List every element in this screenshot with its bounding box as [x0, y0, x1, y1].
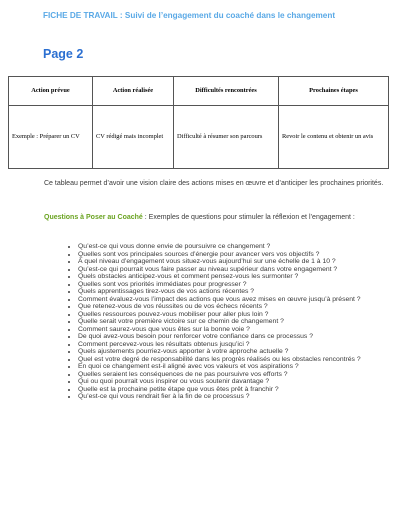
list-item: • En quoi ce changement est-il aligné avec vos valeurs et vos aspirations ?: [78, 363, 374, 371]
column-header-action-prevue: Action prévue: [9, 77, 93, 106]
list-item: • Comment percevez-vous les résultats obtenus jusqu’ici ?: [78, 341, 374, 349]
table-cell: CV rédigé mais incomplet: [93, 106, 174, 169]
questions-list: [62, 243, 374, 401]
table-cell: Exemple : Préparer un CV: [9, 106, 93, 169]
list-item: • Comment évaluez-vous l’impact des actions que vous avez mises en œuvre jusqu’à présent ?: [78, 296, 374, 304]
list-item: • Quelle est la prochaine petite étape que vous êtes prêt à franchir ?: [78, 386, 374, 394]
table-header-row: [9, 77, 389, 106]
column-header-prochaines-etapes: Prochaines étapes: [279, 77, 389, 106]
actions-table: [8, 76, 389, 169]
column-header-action-realisee: Action réalisée: [93, 77, 174, 106]
list-item: • Quelles sont vos priorités immédiates pour progresser ?: [78, 281, 374, 289]
table-cell: Difficulté à résumer son parcours: [174, 106, 279, 169]
list-item: • De quoi avez-vous besoin pour renforcer votre confiance dans ce processus ?: [78, 333, 374, 341]
page-title: Page 2: [43, 47, 84, 61]
questions-intro-text: : Exemples de questions pour stimuler la réflexion et l’engagement :: [142, 214, 355, 221]
table-cell: Revoir le contenu et obtenir un avis: [279, 106, 389, 169]
table-description: Ce tableau permet d’avoir une vision claire des actions mises en œuvre et d’anticiper les prochaines priorités.: [44, 180, 384, 187]
table-row: [9, 106, 389, 169]
document-header-title: FICHE DE TRAVAIL : Suivi de l’engagement du coaché dans le changement: [43, 11, 336, 20]
questions-intro-paragraph: [44, 213, 384, 222]
list-item: • Quelle serait votre première victoire sur ce chemin de changement ?: [78, 318, 374, 326]
list-item: • Quelles ressources pouvez-vous mobiliser pour aller plus loin ?: [78, 311, 374, 319]
list-item: • Que retenez-vous de vos réussites ou de vos échecs récents ?: [78, 303, 374, 311]
list-item: • Qui ou quoi pourrait vous inspirer ou vous soutenir davantage ?: [78, 378, 374, 386]
list-item: • Quelles sont vos principales sources d’énergie pour avancer vers vos objectifs ?: [78, 251, 374, 259]
list-item: • À quel niveau d’engagement vous situez-vous aujourd’hui sur une échelle de 1 à 10 ?: [78, 258, 374, 266]
list-item: • Qu’est-ce qui vous donne envie de poursuivre ce changement ?: [78, 243, 374, 251]
list-item: • Qu’est-ce qui vous rendrait fier à la fin de ce processus ?: [78, 393, 374, 401]
list-item: • Quelles seraient les conséquences de ne pas poursuivre vos efforts ?: [78, 371, 374, 379]
list-item: • Quel est votre degré de responsabilité dans les progrès réalisés ou les obstacles rencontrés ?: [78, 356, 374, 364]
list-item: • Quels obstacles anticipez-vous et comment pensez-vous les surmonter ?: [78, 273, 374, 281]
list-item: • Comment saurez-vous que vous êtes sur la bonne voie ?: [78, 326, 374, 334]
questions-label: Questions à Poser au Coaché: [44, 214, 143, 221]
list-item: • Quels apprentissages tirez-vous de vos actions récentes ?: [78, 288, 374, 296]
list-item: • Qu’est-ce qui pourrait vous faire passer au niveau supérieur dans votre engagement ?: [78, 266, 374, 274]
column-header-difficultes: Difficultés rencontrées: [174, 77, 279, 106]
list-item: • Quels ajustements pourriez-vous apporter à votre approche actuelle ?: [78, 348, 374, 356]
